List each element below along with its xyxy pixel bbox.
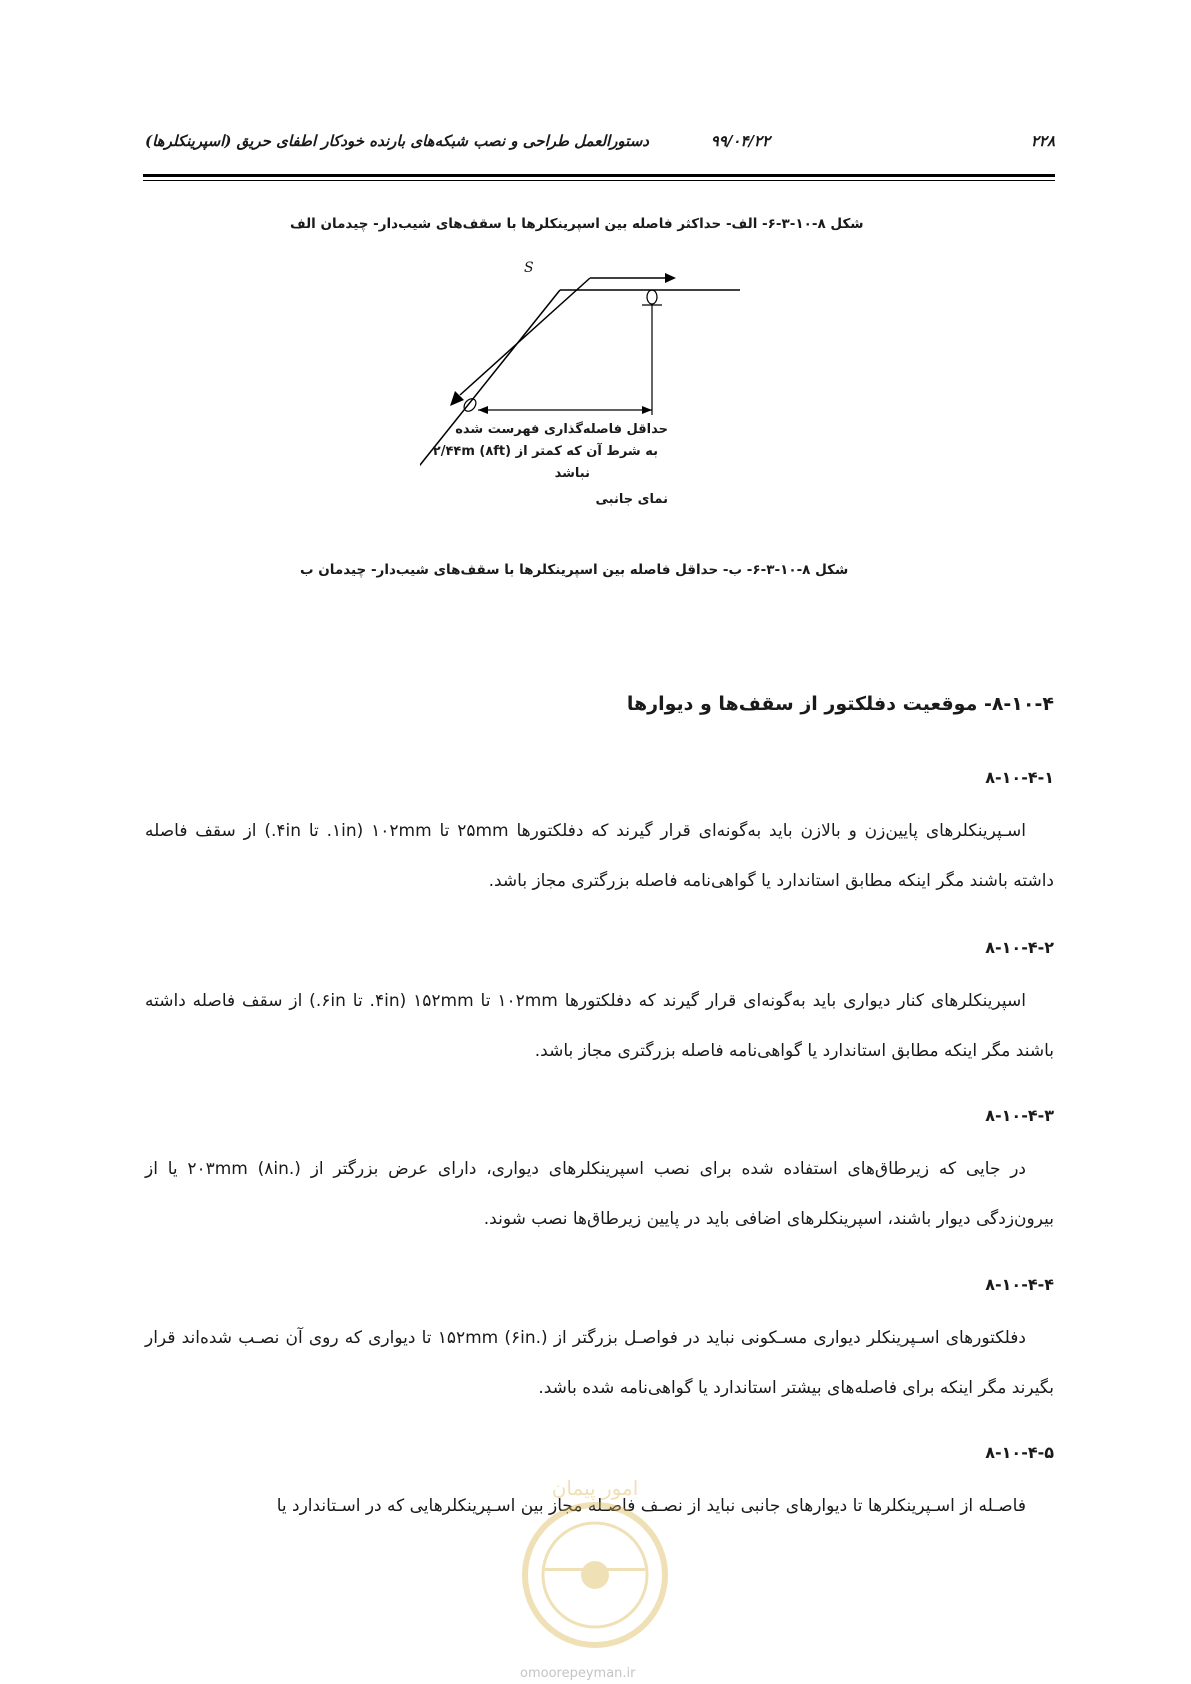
paragraph-3 [145,1144,1054,1244]
diagram-label-line2: به شرط آن که کمتر از ۲/۴۴m (۸ft) [432,444,658,459]
svg-text:امور پیمان: امور پیمان [551,1476,639,1500]
diagram-s-label: S [524,260,534,276]
figure-caption-a: شکل ۸-۱۰-۳-۶- الف- حداکثر فاصله بین اسپرینکلرها با سقف‌های شیب‌دار- چیدمان الف [290,216,864,232]
paragraph-4-text: دفلکتورهای اسـپرینکلر دیواری مسـکونی نباید در فواصـل بزرگتر از ۱۵۲mm (۶in.) تا دیواری که روی آن نصـب شده‌اند قرار بگیرند مگر اینکه برای فاصله‌های بیشتر استاندارد یا گواهی‌نامه شده باشد. [145,1328,1054,1398]
header-date: ۹۹/۰۴/۲۲ [710,132,770,150]
diagram-label-line1: حداقل فاصله‌گذاری فهرست شده [455,422,668,437]
figure-caption-b: شکل ۸-۱۰-۳-۶- ب- حداقل فاصله بین اسپرینکلرها با سقف‌های شیب‌دار- چیدمان ب [300,562,849,578]
dimension-arrow-right [642,406,652,414]
page-number: ۲۲۸ [1030,132,1055,150]
subsection-number-5: ۸-۱۰-۴-۵ [985,1443,1054,1462]
dimension-arrow-left [478,406,488,414]
sloped-ceiling-diagram [420,260,740,540]
diagram-side-view-label: نمای جانبی [595,492,668,507]
arrow-slope-line [460,278,590,395]
subsection-number-2: ۸-۱۰-۴-۲ [985,938,1054,957]
paragraph-1-text: اسـپرینکلرهای پایین‌زن و بالازن باید به‌گونه‌ای قرار گیرند که دفلکتورها ۲۵mm تا ۱۰۲mm (۱in. تا ۴in.) از سقف فاصله داشته باشند مگر اینکه مطابق استاندارد یا گواهی‌نامه فاصله بزرگتری مجاز باشد. [145,821,1054,891]
arrow-top-head [665,273,676,283]
header-rule-thick [143,174,1055,177]
watermark-url: omoorepeyman.ir [520,1666,636,1681]
watermark-logo [505,1460,685,1680]
paragraph-3-text: در جایی که زیرطاق‌های استفاده شده برای نصب اسپرینکلرهای دیواری، دارای عرض بزرگتر از ۲۰۳mm (۸in.) یا از بیرون‌زدگی دیوار باشند، اسپرینکلرهای اضافی باید در پایین زیرطاق‌ها نصب شوند. [145,1159,1054,1229]
document-title: دستورالعمل طراحی و نصب شبکه‌های بارنده خودکار اطفای حریق (اسپرینکلرها) [145,132,649,150]
diagram-svg [420,270,740,540]
section-title: ۸-۱۰-۴- موقعیت دفلکتور از سقف‌ها و دیوارها [626,693,1054,715]
paragraph-4 [145,1313,1054,1413]
watermark-seal-icon [505,1460,685,1660]
page-header [145,132,1055,162]
diagram-label-line3: نباشد [554,466,590,481]
ceiling-slope-line [420,290,560,490]
sprinkler-icon-top [647,290,657,304]
sprinkler-icon-slope [462,396,479,413]
paragraph-5-text: فاصـله از اسـپرینکلرها تا دیوارهای جانبی نباید از نصـف فاصـله مجاز بین اسـپرینکلرهایی که در اسـتاندارد یا [276,1496,1026,1516]
paragraph-1 [145,806,1054,906]
paragraph-2-text: اسپرینکلرهای کنار دیواری باید به‌گونه‌ای قرار گیرند که دفلکتورها ۱۰۲mm تا ۱۵۲mm (۴in. تا ۶in.) از سقف فاصله داشته باشند مگر اینکه مطابق استاندارد یا گواهی‌نامه فاصله بزرگتری مجاز باشد. [145,991,1054,1061]
subsection-number-3: ۸-۱۰-۴-۳ [985,1106,1054,1125]
header-rule-thin [143,180,1055,181]
paragraph-2 [145,976,1054,1076]
subsection-number-1: ۸-۱۰-۴-۱ [985,768,1054,787]
subsection-number-4: ۸-۱۰-۴-۴ [985,1275,1054,1294]
